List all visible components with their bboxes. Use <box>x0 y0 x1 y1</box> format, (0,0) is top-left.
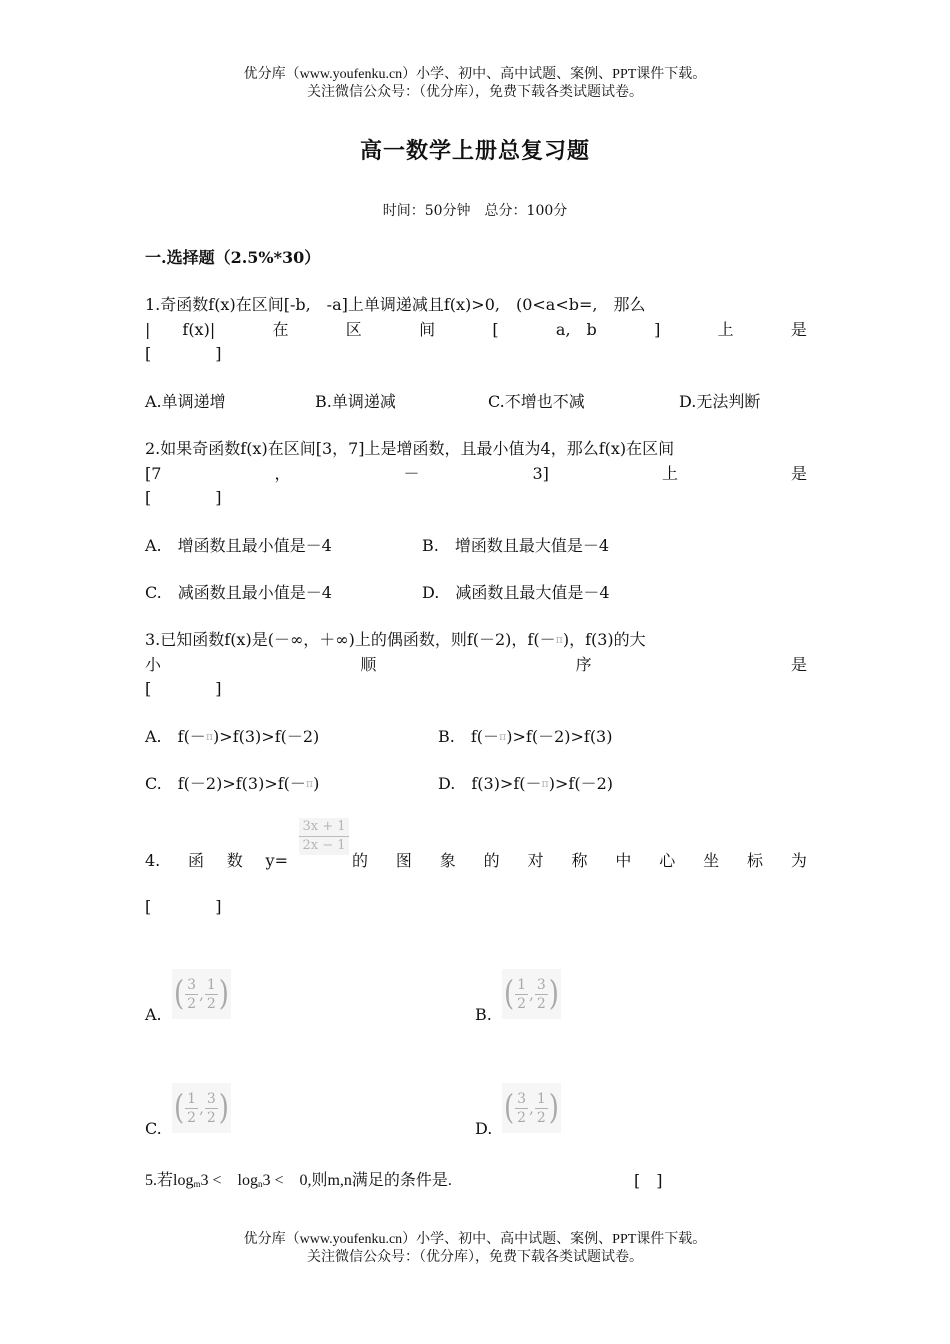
q4-token: 的 <box>352 851 369 870</box>
q4-option-d-label: D. <box>475 1119 493 1138</box>
fraction-denominator: 2x − 1 <box>302 838 346 853</box>
q4-token: 对 <box>527 851 544 870</box>
page-title: 高一数学上册总复习题 <box>359 138 590 164</box>
q4-token: 心 <box>659 851 676 870</box>
q4-token: 称 <box>571 851 588 870</box>
point-x: 1 2 <box>187 1090 197 1126</box>
q4-token: y= <box>265 851 288 870</box>
q3-option-a-text: A. f(－ <box>145 727 206 746</box>
q3-option-a <box>145 725 319 751</box>
q2-answer-bracket: [ ] <box>145 488 222 507</box>
q4-option-b-label: B. <box>475 1005 492 1024</box>
point-x: 3 2 <box>187 976 197 1012</box>
log-subscript: n <box>257 1179 263 1189</box>
q3-token: 序 <box>575 655 592 674</box>
q1-option-b: B.单调递减 <box>315 392 396 411</box>
point-y: 1 2 <box>536 1090 546 1126</box>
header-line-2: 关注微信公众号：（优分库），免费下载各类试题试卷。 <box>307 85 643 100</box>
pi-symbol: π <box>499 730 507 743</box>
q3-token: 顺 <box>360 655 377 674</box>
q1-token: a, b <box>555 320 597 339</box>
pi-symbol: π <box>541 777 549 790</box>
q3-option-b-text: B. f(－ <box>438 727 500 746</box>
q3-token: 小 <box>145 655 162 674</box>
q2-token: 上 <box>661 464 678 483</box>
q4-stem-part2 <box>352 849 807 873</box>
q3-option-d-text: D. f(3)>f(－ <box>438 774 542 793</box>
q3-stem-line1 <box>145 628 807 654</box>
q2-stem-line2 <box>145 462 807 486</box>
q1-answer-bracket: [ ] <box>145 344 222 363</box>
q1-token: | f(x)| <box>145 320 216 339</box>
log-subscript: m <box>193 1179 201 1189</box>
q3-option-a-text: )>f(3)>f(－2) <box>213 727 320 746</box>
q4-option-b-point: ( 1 2 , 3 2 ) <box>502 969 561 1019</box>
function-fraction-image <box>299 818 349 855</box>
q4-token: 数 <box>226 851 243 870</box>
pi-symbol: π <box>305 777 314 790</box>
pi-symbol: π <box>555 633 563 646</box>
q3-option-d <box>438 772 613 798</box>
q3-token: 是 <box>790 655 807 674</box>
q1-token: [ <box>492 320 499 339</box>
q3-option-d-text: )>f(－2) <box>548 774 613 793</box>
q3-option-c <box>145 772 319 798</box>
q4-option-c-point: ( 1 2 , 3 2 ) <box>172 1083 231 1133</box>
point-x: 3 2 <box>517 1090 527 1126</box>
q4-token: 中 <box>615 851 632 870</box>
q5-text: 5.若log <box>145 1172 194 1189</box>
q2-option-d: D. 减函数且最大值是－4 <box>422 583 610 602</box>
q1-token: 区 <box>345 320 362 339</box>
q1-token: ] <box>654 320 661 339</box>
q3-option-b <box>438 725 612 751</box>
time-score: 时间：50分钟 总分：100分 <box>382 203 568 219</box>
q3-option-c-text: ) <box>313 774 320 793</box>
q4-token: 为 <box>790 851 807 870</box>
footer-line-1: 优分库（www.youfenku.cn）小学、初中、高中试题、案例、PPT课件下载。 <box>243 1232 707 1247</box>
q1-option-d: D.无法判断 <box>679 392 761 411</box>
q4-stem-part1 <box>188 849 288 873</box>
q1-option-c: C.不增也不减 <box>488 392 585 411</box>
q4-option-d-point: ( 3 2 , 1 2 ) <box>502 1083 561 1133</box>
q3-option-c-text: C. f(－2)>f(3)>f(－ <box>145 774 306 793</box>
q2-stem-line1: 2.如果奇函数f(x)在区间[3，7]上是增函数，且最小值为4，那么f(x)在区间 <box>145 439 675 458</box>
q5-text: 3 < 0,则m,n满足的条件是. <box>262 1172 452 1189</box>
q1-token: 上 <box>717 320 734 339</box>
q1-stem-line1: 1.奇函数f(x)在区间[-b, -a]上单调递减且f(x)>0, (0<a<b=, 那么 <box>145 295 646 314</box>
q1-stem-line2 <box>145 318 807 342</box>
q2-token: 是 <box>790 464 807 483</box>
q2-token: ， <box>274 464 291 483</box>
q4-token: 图 <box>395 851 412 870</box>
q2-token: 3] <box>532 464 549 483</box>
q4-option-a-label: A. <box>145 1005 162 1024</box>
q3-stem-text: 3.已知函数f(x)是(－∞，＋∞)上的偶函数，则f(－2)，f(－ <box>145 630 556 649</box>
q2-option-b: B. 增函数且最大值是－4 <box>422 536 610 555</box>
q4-number: 4. <box>145 851 161 870</box>
q5-stem <box>145 1169 452 1196</box>
q1-token: 是 <box>790 320 807 339</box>
header-line-1: 优分库（www.youfenku.cn）小学、初中、高中试题、案例、PPT课件下载。 <box>243 67 707 82</box>
q3-stem-text: )，f(3)的大 <box>562 630 646 649</box>
q4-token: 坐 <box>703 851 720 870</box>
point-y: 3 2 <box>206 1090 216 1126</box>
q5-text: 3 < log <box>200 1172 258 1189</box>
pi-symbol: π <box>205 730 214 743</box>
q1-option-a: A.单调递增 <box>145 392 226 411</box>
point-y: 3 2 <box>536 976 546 1012</box>
q4-token: 标 <box>747 851 764 870</box>
section-heading: 一.选择题（2.5%*30） <box>145 248 321 267</box>
point-x: 1 2 <box>517 976 527 1012</box>
q2-option-a: A. 增函数且最小值是－4 <box>145 536 332 555</box>
q3-answer-bracket: [ ] <box>145 679 222 698</box>
q2-token: － <box>403 464 420 483</box>
footer-line-2: 关注微信公众号：（优分库），免费下载各类试题试卷。 <box>307 1250 643 1265</box>
q4-answer-bracket: [ ] <box>145 897 222 916</box>
q4-token: 函 <box>188 851 205 870</box>
q4-token: 的 <box>483 851 500 870</box>
q4-option-c-label: C. <box>145 1119 162 1138</box>
q4-token: 象 <box>439 851 456 870</box>
q5-answer-bracket: [ ] <box>634 1171 663 1190</box>
q3-option-b-text: )>f(－2)>f(3) <box>506 727 613 746</box>
point-y: 1 2 <box>206 976 216 1012</box>
q3-stem-line2 <box>145 653 807 677</box>
q2-token: [7 <box>145 464 162 483</box>
fraction-numerator: 3x + 1 <box>299 818 349 837</box>
q2-option-c: C. 减函数且最小值是－4 <box>145 583 332 602</box>
q1-token: 间 <box>419 320 436 339</box>
q1-token: 在 <box>272 320 289 339</box>
q4-option-a-point: ( 3 2 , 1 2 ) <box>172 969 231 1019</box>
